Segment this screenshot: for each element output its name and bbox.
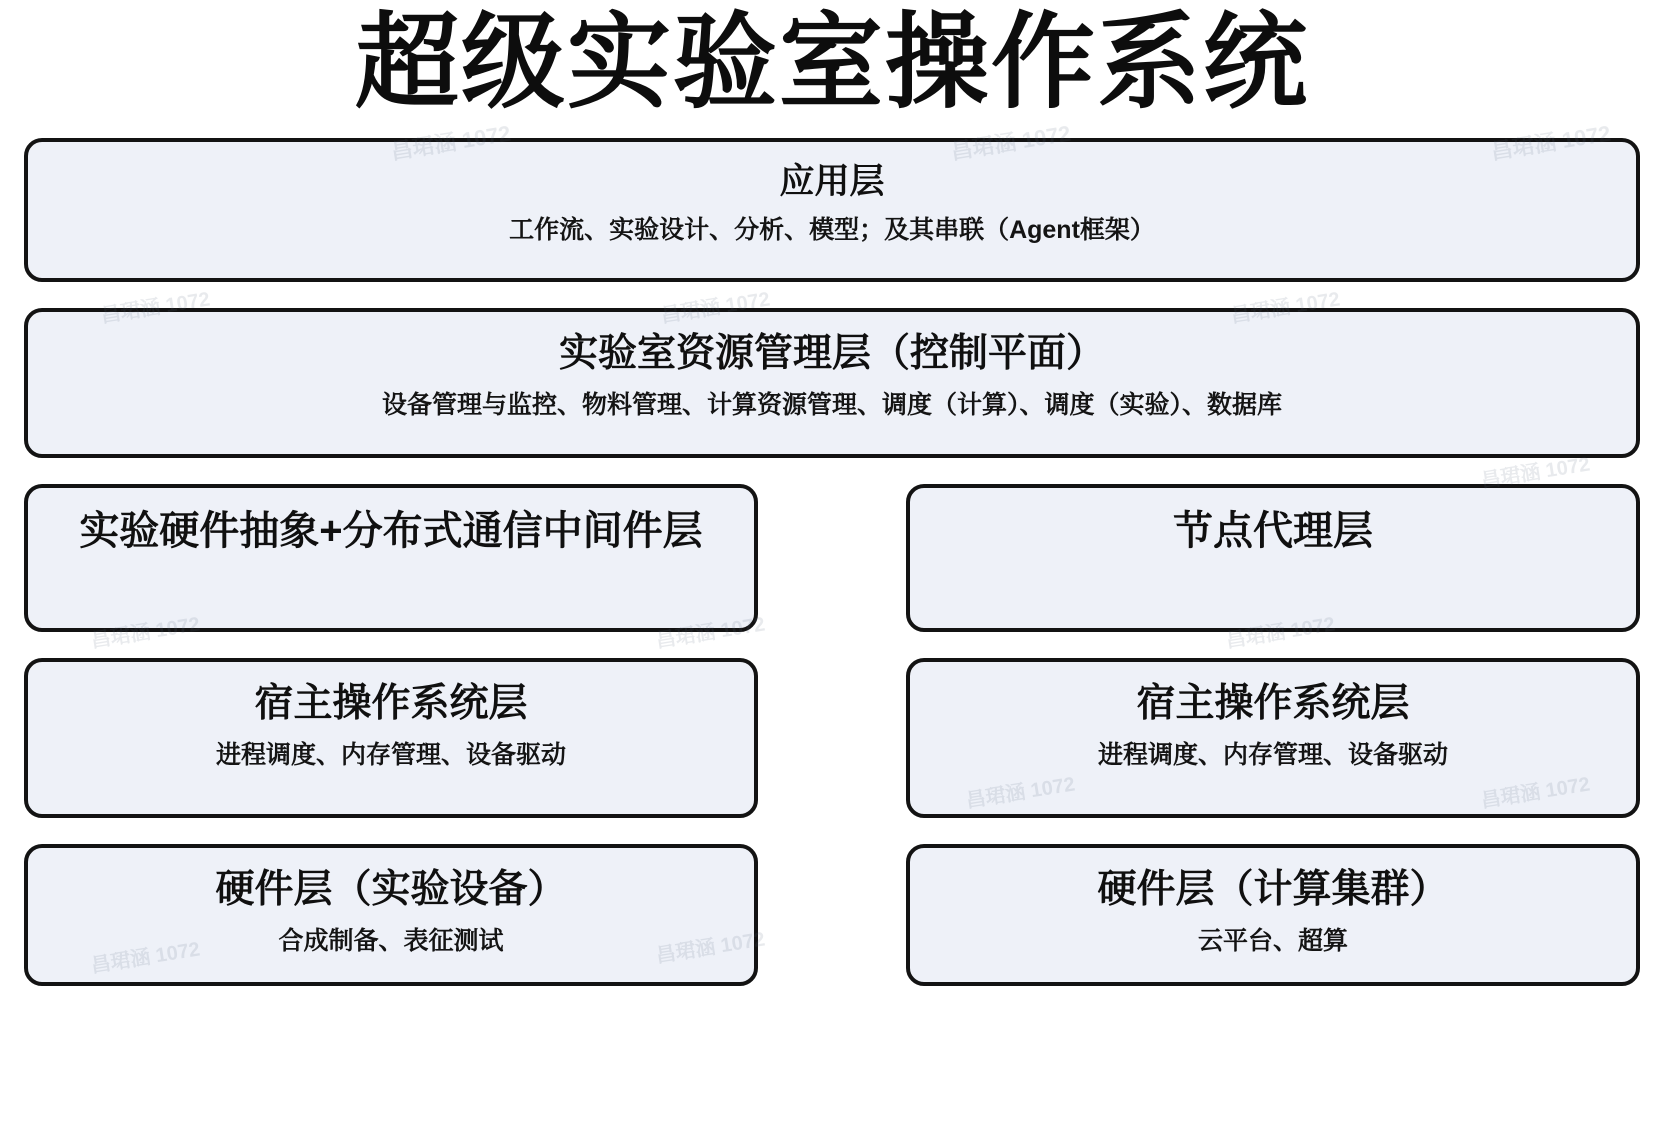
- layer-row-host-os: [24, 658, 1640, 818]
- layer-hardware-layer-lab-equipment: [24, 844, 758, 986]
- layer-node-agent-layer: [906, 484, 1640, 632]
- layer-application-layer: [24, 138, 1640, 282]
- watermark: 昌珺涵 1072: [1224, 613, 1337, 653]
- layer-title: 硬件层（实验设备）: [215, 868, 567, 912]
- layer-subtitle: 进程调度、内存管理、设备驱动: [1097, 741, 1448, 770]
- layer-title: 应用层: [779, 162, 885, 202]
- layer-subtitle: 设备管理与监控、物料管理、计算资源管理、调度（计算）、调度（实验）、数据库: [381, 391, 1282, 420]
- watermark: 昌珺涵 1072: [1479, 453, 1592, 493]
- page-title: 超级实验室操作系统: [354, 5, 1309, 121]
- layer-subtitle: 云平台、超算: [1197, 927, 1348, 956]
- layer-title: 节点代理层: [1173, 509, 1373, 554]
- layer-hardware-layer-compute-cluster: [906, 844, 1640, 986]
- layer-hardware-abstraction-layer: [24, 484, 758, 632]
- watermark: 昌珺涵 1072: [654, 613, 767, 653]
- diagram-canvas: [0, 6, 1664, 1126]
- layer-host-os-layer-left: [24, 658, 758, 818]
- layer-title: 宿主操作系统层: [1136, 682, 1410, 726]
- layer-subtitle: 进程调度、内存管理、设备驱动: [215, 741, 566, 770]
- layer-host-os-layer-right: [906, 658, 1640, 818]
- layer-stack: [24, 138, 1640, 986]
- layer-title: 实验室资源管理层（控制平面）: [558, 332, 1105, 376]
- layer-title: 实验硬件抽象+分布式通信中间件层: [79, 509, 703, 554]
- watermark: 昌珺涵 1072: [89, 613, 202, 653]
- layer-row-hardware: [24, 844, 1640, 986]
- layer-subtitle: 合成制备、表征测试: [278, 927, 504, 956]
- layer-lab-resource-management-layer: [24, 308, 1640, 458]
- layer-title: 宿主操作系统层: [254, 682, 528, 726]
- layer-title: 硬件层（计算集群）: [1097, 868, 1449, 912]
- layer-subtitle: 工作流、实验设计、分析、模型；及其串联（Agent框架）: [509, 216, 1155, 245]
- layer-row-middleware: [24, 484, 1640, 632]
